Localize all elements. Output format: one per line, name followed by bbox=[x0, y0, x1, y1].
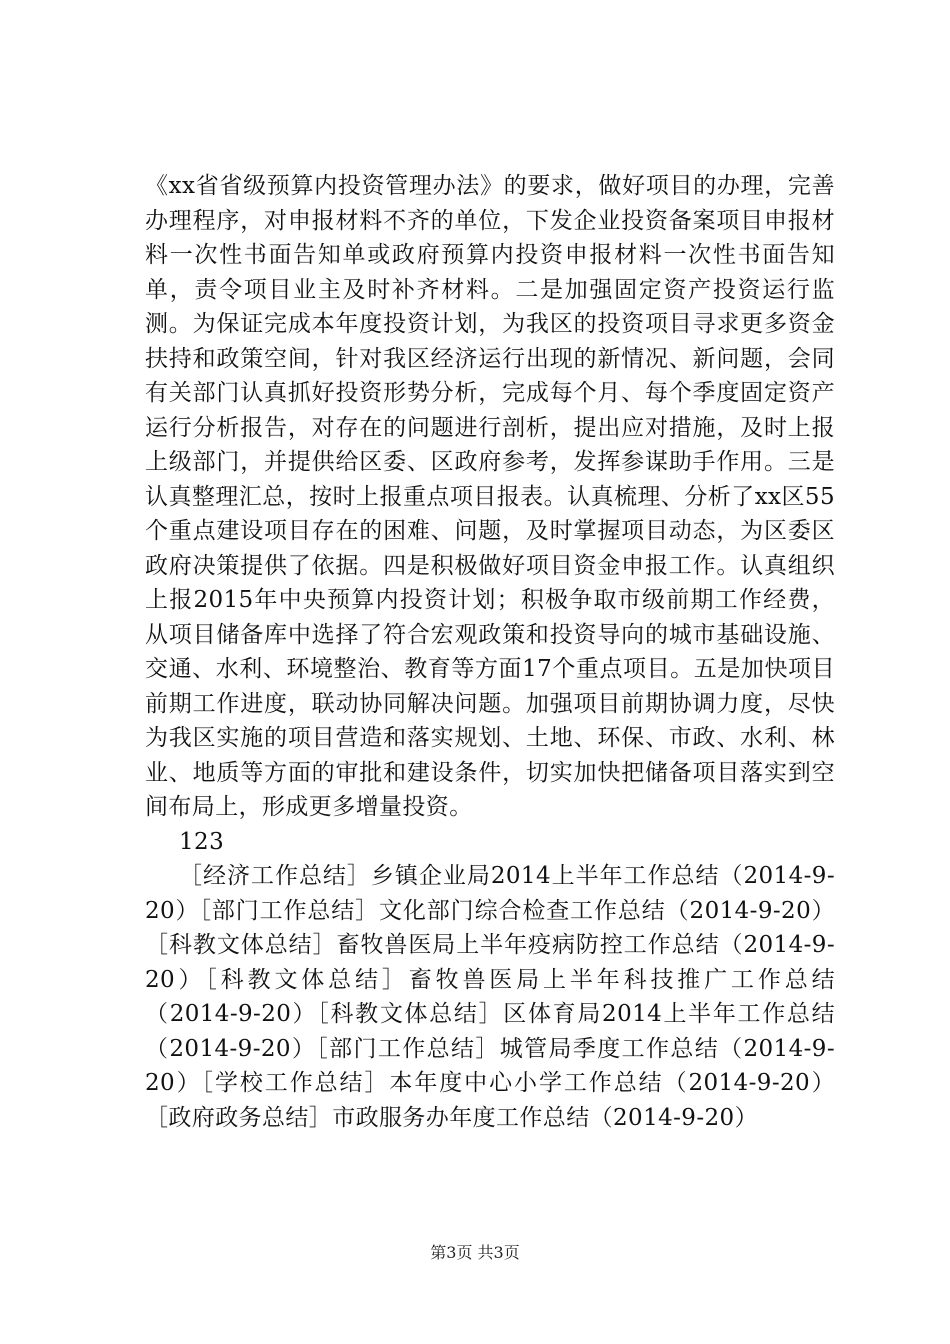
document-body bbox=[145, 169, 835, 1135]
paragraph-number: 123 bbox=[179, 828, 225, 855]
paragraph-related-articles: ［经济工作总结］乡镇企业局2014上半年工作总结（2014-9-20）［部门工作总结］文化部门综合检查工作总结（2014-9-20）［科教文体总结］畜牧兽医局上半年疫病防控工作总结（2014-9-20）［科教文体总结］畜牧兽医局上半年科技推广工作总结（2014-9-20）［科教文体总结］区体育局2014上半年工作总结（2014-9-20）［部门工作总结］城管局季度工作总结（2014-9-20）［学校工作总结］本年度中心小学工作总结（2014-9-20）［政府政务总结］市政服务办年度工作总结（2014-9-20） bbox=[145, 863, 835, 1131]
page-footer: 第3页 共3页 bbox=[430, 1243, 520, 1262]
paragraph-investment-work: 《xx省省级预算内投资管理办法》的要求，做好项目的办理，完善办理程序，对申报材料不齐的单位，下发企业投资备案项目申报材料一次性书面告知单或政府预算内投资申报材料一次性书面告知单，责令项目业主及时补齐材料。二是加强固定资产投资运行监测。为保证完成本年度投资计划，为我区的投资项目寻求更多资金扶持和政策空间，针对我区经济运行出现的新情况、新问题，会同有关部门认真抓好投资形势分析，完成每个月、每个季度固定资产运行分析报告，对存在的问题进行剖析，提出应对措施，及时上报上级部门，并提供给区委、区政府参考，发挥参谋助手作用。三是认真整理汇总，按时上报重点项目报表。认真梳理、分析了xx区55个重点建设项目存在的困难、问题，及时掌握项目动态，为区委区政府决策提供了依据。四是积极做好项目资金申报工作。认真组织上报2015年中央预算内投资计划；积极争取市级前期工作经费，从项目储备库中选择了符合宏观政策和投资导向的城市基础设施、交通、水利、环境整治、教育等方面17个重点项目。五是加快项目前期工作进度，联动协同解决问题。加强项目前期协调力度，尽快为我区实施的项目营造和落实规划、土地、环保、市政、水利、林业、地质等方面的审批和建设条件，切实加快把储备项目落实到空间布局上，形成更多增量投资。 bbox=[145, 173, 835, 820]
